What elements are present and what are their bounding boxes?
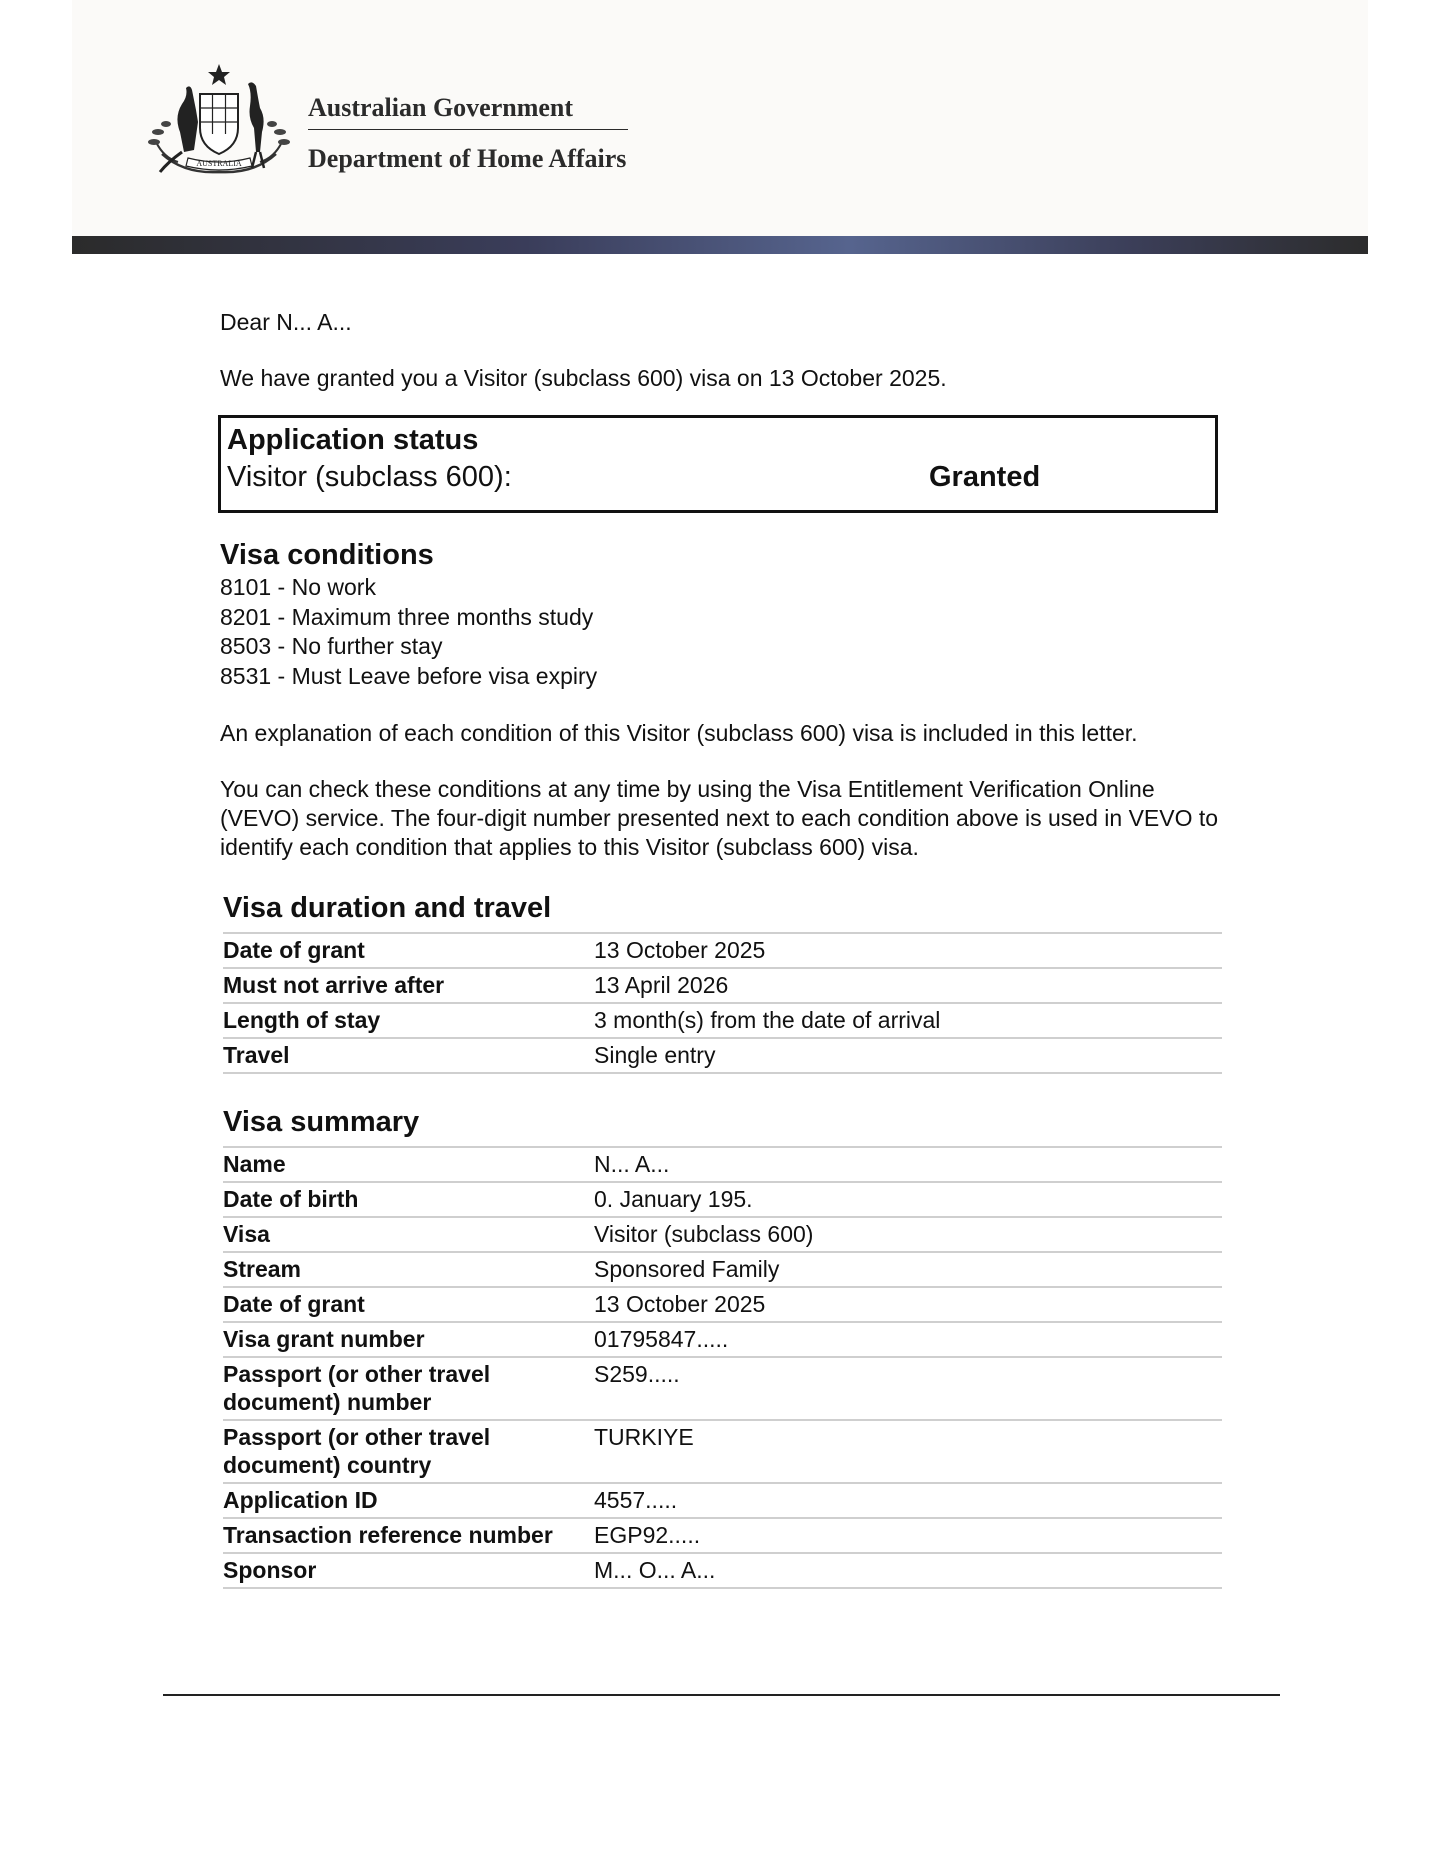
footer-divider (163, 1694, 1280, 1696)
department-name: Department of Home Affairs (308, 144, 627, 173)
table-row (223, 1038, 1222, 1073)
row-label: Date of birth (223, 1182, 594, 1217)
crest-banner-text: AUSTRALIA (196, 159, 242, 168)
row-value: Sponsored Family (594, 1252, 1222, 1287)
table-row (223, 1483, 1222, 1518)
row-value: 13 April 2026 (594, 968, 1222, 1003)
table-row (223, 1003, 1222, 1038)
condition-item: 8503 - No further stay (220, 633, 443, 659)
table-row (223, 933, 1222, 968)
condition-item: 8101 - No work (220, 574, 376, 600)
row-value: 13 October 2025 (594, 1287, 1222, 1322)
salutation: Dear N... A... (220, 309, 352, 335)
row-label: Passport (or other travel document) country (223, 1420, 594, 1483)
conditions-list (220, 573, 1226, 691)
table-row (223, 1357, 1222, 1420)
conditions-explanation: An explanation of each condition of this Visitor (subclass 600) visa is included in this letter. (220, 720, 1138, 746)
row-value: EGP92..... (594, 1518, 1222, 1553)
row-value: 3 month(s) from the date of arrival (594, 1003, 1222, 1038)
status-title: Application status (227, 424, 479, 456)
row-label: Passport (or other travel document) number (223, 1357, 594, 1420)
table-row (223, 1518, 1222, 1553)
condition-item: 8531 - Must Leave before visa expiry (220, 662, 598, 689)
table-row (223, 1147, 1222, 1182)
row-value: Visitor (subclass 600) (594, 1217, 1222, 1252)
row-value: 4557..... (594, 1483, 1222, 1518)
row-label: Stream (223, 1252, 594, 1287)
row-label: Length of stay (223, 1003, 594, 1038)
row-value: 0. January 195. (594, 1182, 1222, 1217)
summary-heading: Visa summary (223, 1106, 420, 1138)
duration-table (223, 932, 1222, 1074)
row-label: Date of grant (223, 933, 594, 968)
table-row (223, 968, 1222, 1003)
coat-of-arms-icon (144, 62, 294, 178)
conditions-heading: Visa conditions (220, 539, 434, 571)
row-label: Sponsor (223, 1553, 594, 1588)
letter-body (220, 308, 1226, 1589)
row-label: Date of grant (223, 1287, 594, 1322)
row-label: Application ID (223, 1483, 594, 1518)
status-label: Visitor (subclass 600): (227, 461, 512, 493)
vevo-paragraph: You can check these conditions at any time by using the Visa Entitlement Verification Online (VEVO) service. The four-digit number presented next to each condition above is used in VEVO to identify each condition that applies to this Visitor (subclass 600) visa. (220, 776, 1219, 860)
row-label: Transaction reference number (223, 1518, 594, 1553)
status-row (227, 458, 1209, 496)
row-value: 13 October 2025 (594, 933, 1222, 968)
condition-item: 8201 - Maximum three months study (220, 603, 594, 630)
status-value: Granted (929, 461, 1041, 493)
table-row (223, 1420, 1222, 1483)
table-row (223, 1553, 1222, 1588)
row-value: TURKIYE (594, 1420, 1222, 1483)
row-label: Must not arrive after (223, 968, 594, 1003)
row-value: M... O... A... (594, 1553, 1222, 1588)
table-row (223, 1182, 1222, 1217)
row-label: Visa (223, 1217, 594, 1252)
row-value: S259..... (594, 1357, 1222, 1420)
row-label: Travel (223, 1038, 594, 1073)
row-label: Visa grant number (223, 1322, 594, 1357)
row-value: 01795847..... (594, 1322, 1222, 1357)
row-label: Name (223, 1147, 594, 1182)
row-value: N... A... (594, 1147, 1222, 1182)
row-value: Single entry (594, 1038, 1222, 1073)
grant-statement: We have granted you a Visitor (subclass 600) visa on 13 October 2025. (220, 365, 947, 391)
application-status-box (218, 415, 1218, 513)
table-row (223, 1322, 1222, 1357)
header-stripe (72, 236, 1368, 254)
summary-table (223, 1146, 1222, 1589)
agency-name-block (308, 93, 628, 174)
duration-heading: Visa duration and travel (223, 892, 552, 924)
government-name: Australian Government (308, 93, 628, 130)
table-row (223, 1252, 1222, 1287)
table-row (223, 1287, 1222, 1322)
table-row (223, 1217, 1222, 1252)
